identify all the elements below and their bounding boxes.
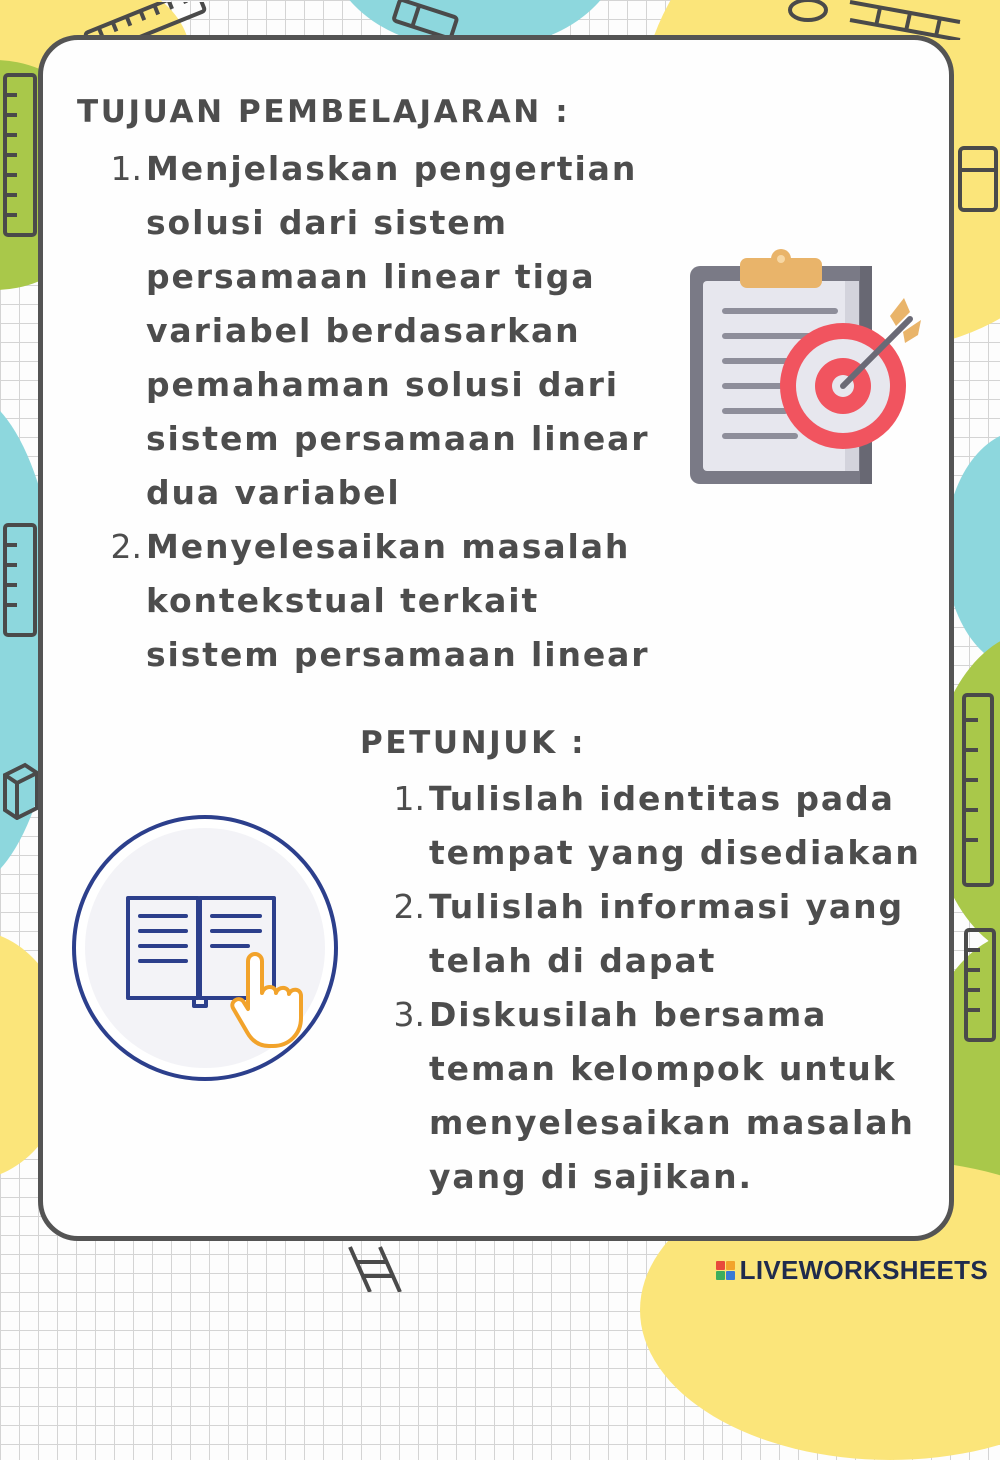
instructions-heading: PETUNJUK : xyxy=(360,725,587,761)
pencil-doodle-right xyxy=(954,690,1000,890)
objective-line: dua variabel xyxy=(146,473,401,512)
liveworksheets-mark-icon xyxy=(716,1261,735,1280)
instruction-text xyxy=(429,880,904,988)
eraser-doodle-right xyxy=(955,140,1000,220)
objective-line: persamaan linear tiga xyxy=(146,257,596,296)
instructions-list xyxy=(387,772,921,1204)
objective-line: pemahaman solusi dari xyxy=(146,365,619,404)
objective-line: solusi dari sistem xyxy=(146,203,508,242)
liveworksheets-wordmark: LIVEWORKSHEETS xyxy=(739,1255,988,1285)
objective-line: Menjelaskan pengertian xyxy=(146,149,638,188)
instruction-line: menyelesaikan masalah xyxy=(429,1103,915,1142)
instruction-line: Tulislah identitas pada xyxy=(429,779,895,818)
instruction-item-1 xyxy=(387,772,921,880)
instruction-text xyxy=(429,772,921,880)
instruction-item-2 xyxy=(387,880,921,988)
liveworksheets-logo[interactable] xyxy=(716,1255,988,1286)
objective-item-1 xyxy=(104,142,649,520)
instruction-line: yang di sajikan. xyxy=(429,1157,753,1196)
objective-line: Menyelesaikan masalah xyxy=(146,527,631,566)
instruction-line: telah di dapat xyxy=(429,941,717,980)
instruction-line: tempat yang disediakan xyxy=(429,833,921,872)
instruction-line: Diskusilah bersama xyxy=(429,995,828,1034)
ruler-doodle-left-middle xyxy=(0,520,40,640)
learning-objectives-list xyxy=(104,142,649,682)
objective-line: sistem persamaan linear xyxy=(146,419,650,458)
objective-text xyxy=(146,142,649,520)
learning-objectives-heading: TUJUAN PEMBELAJARAN : xyxy=(77,94,571,130)
objective-number: 2. xyxy=(110,527,142,566)
objective-text xyxy=(146,520,649,682)
ruler-doodle-left xyxy=(0,70,40,240)
ruler-doodle-right-bottom xyxy=(954,925,1000,1045)
instruction-line: teman kelompok untuk xyxy=(429,1049,897,1088)
pencil-doodle-top-right xyxy=(780,0,980,40)
instruction-number: 2. xyxy=(393,887,425,926)
instruction-text xyxy=(429,988,915,1204)
objective-line: sistem persamaan linear xyxy=(146,635,650,674)
cube-doodle-left xyxy=(0,760,40,820)
worksheet-card xyxy=(38,35,954,1241)
objective-line: variabel berdasarkan xyxy=(146,311,581,350)
instruction-number: 3. xyxy=(393,995,425,1034)
pencil-doodle-bottom xyxy=(340,1242,440,1292)
instruction-item-3 xyxy=(387,988,921,1204)
objective-item-2 xyxy=(104,520,649,682)
instruction-line: Tulislah informasi yang xyxy=(429,887,905,926)
objective-line: kontekstual terkait xyxy=(146,581,540,620)
book-pointer-icon xyxy=(70,813,340,1083)
clipboard-target-icon xyxy=(685,246,925,496)
instruction-number: 1. xyxy=(393,779,425,818)
objective-number: 1. xyxy=(110,149,142,188)
eraser-doodle-top xyxy=(390,0,460,40)
